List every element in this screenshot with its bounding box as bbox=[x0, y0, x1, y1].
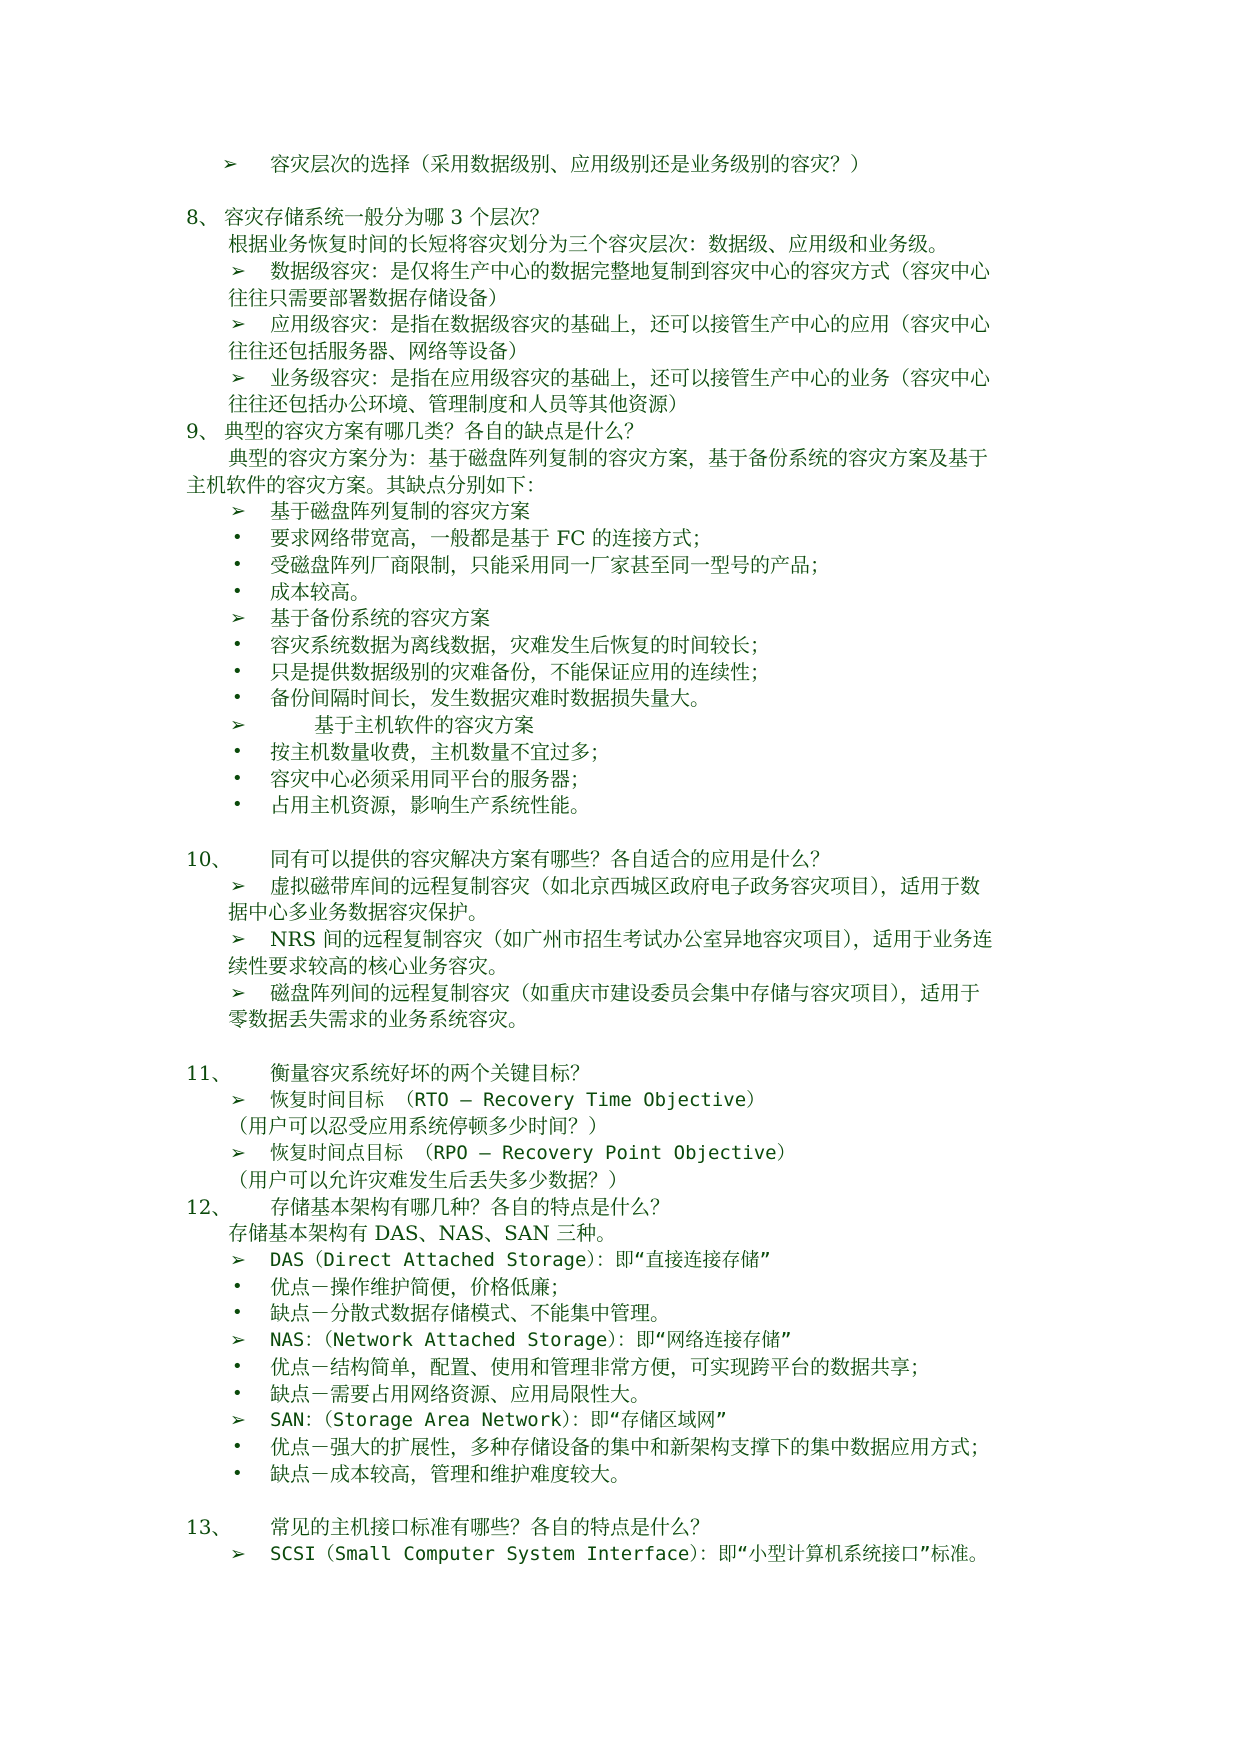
bullet-item: 受磁盘阵列厂商限制，只能采用同一厂家甚至同一型号的产品； bbox=[270, 553, 830, 577]
bullet-dot-icon: • bbox=[232, 527, 243, 548]
list-item-continuation: 往往只需要部署数据存储设备） bbox=[228, 286, 508, 310]
list-item-continuation: 零数据丢失需求的业务系统容灾。 bbox=[228, 1007, 528, 1031]
arrow-bullet-icon: ➢ bbox=[230, 1089, 246, 1111]
question-title: 同有可以提供的容灾解决方案有哪些？各自适合的应用是什么？ bbox=[270, 847, 830, 871]
bullet-dot-icon: • bbox=[232, 1383, 243, 1404]
arrow-bullet-icon: ➢ bbox=[230, 313, 246, 335]
list-item: SCSI（Small Computer System Interface）：即“小型计算机系统接口”标准。 bbox=[270, 1543, 988, 1565]
bullet-item: 优点－操作维护简便，价格低廉； bbox=[270, 1275, 570, 1299]
list-item: 恢复时间目标 （RTO – Recovery Time Objective） bbox=[270, 1089, 766, 1111]
list-item: 虚拟磁带库间的远程复制容灾（如北京西城区政府电子政务容灾项目），适用于数 bbox=[270, 874, 980, 898]
list-item-continuation: 续性要求较高的核心业务容灾。 bbox=[228, 954, 508, 978]
list-item-continuation: 往往还包括办公环境、管理制度和人员等其他资源） bbox=[228, 392, 688, 416]
bullet-item: 容灾中心必须采用同平台的服务器； bbox=[270, 767, 590, 791]
question-title: 存储基本架构有哪几种？各自的特点是什么？ bbox=[270, 1195, 670, 1219]
paragraph: 存储基本架构有 DAS、NAS、SAN 三种。 bbox=[228, 1221, 617, 1245]
arrow-bullet-icon: ➢ bbox=[230, 714, 246, 736]
arrow-bullet-icon: ➢ bbox=[230, 260, 246, 282]
bullet-dot-icon: • bbox=[232, 661, 243, 682]
bullet-item: 要求网络带宽高，一般都是基于 FC 的连接方式； bbox=[270, 526, 712, 550]
list-item: 恢复时间点目标 （RPO – Recovery Point Objective） bbox=[270, 1142, 796, 1164]
list-item-note: （用户可以忍受应用系统停顿多少时间？） bbox=[228, 1114, 608, 1138]
question-title: 容灾存储系统一般分为哪 3 个层次？ bbox=[224, 205, 550, 229]
bullet-item: 缺点－成本较高，管理和维护难度较大。 bbox=[270, 1462, 630, 1486]
group-heading: SAN：（Storage Area Network）：即“存储区域网” bbox=[270, 1409, 727, 1431]
list-item: 业务级容灾：是指在应用级容灾的基础上，还可以接管生产中心的业务（容灾中心 bbox=[270, 366, 990, 390]
bullet-item: 成本较高。 bbox=[270, 580, 370, 604]
list-item-continuation: 往往还包括服务器、网络等设备） bbox=[228, 339, 528, 363]
arrow-bullet-icon: ➢ bbox=[230, 1249, 246, 1271]
group-heading: 基于主机软件的容灾方案 bbox=[314, 713, 534, 737]
group-heading: 基于备份系统的容灾方案 bbox=[270, 606, 490, 630]
arrow-bullet-icon: ➢ bbox=[230, 1142, 246, 1164]
question-number: 13、 bbox=[186, 1515, 232, 1539]
bullet-item: 占用主机资源，影响生产系统性能。 bbox=[270, 793, 590, 817]
bullet-dot-icon: • bbox=[232, 1463, 243, 1484]
bullet-dot-icon: • bbox=[232, 634, 243, 655]
question-number: 8、 bbox=[186, 205, 219, 229]
question-title: 典型的容灾方案有哪几类？各自的缺点是什么？ bbox=[224, 419, 644, 443]
list-item: 数据级容灾：是仅将生产中心的数据完整地复制到容灾中心的容灾方式（容灾中心 bbox=[270, 259, 990, 283]
bullet-item: 容灾系统数据为离线数据，灾难发生后恢复的时间较长； bbox=[270, 633, 770, 657]
bullet-dot-icon: • bbox=[232, 581, 243, 602]
arrow-bullet-icon: ➢ bbox=[230, 367, 246, 389]
bullet-item: 备份间隔时间长，发生数据灾难时数据损失量大。 bbox=[270, 686, 710, 710]
bullet-item: 优点－强大的扩展性，多种存储设备的集中和新架构支撑下的集中数据应用方式； bbox=[270, 1435, 990, 1459]
question-number: 11、 bbox=[186, 1061, 232, 1085]
group-heading: NAS：（Network Attached Storage）：即“网络连接存储” bbox=[270, 1329, 792, 1351]
bullet-item: 缺点－分散式数据存储模式、不能集中管理。 bbox=[270, 1301, 670, 1325]
bullet-dot-icon: • bbox=[232, 1302, 243, 1323]
group-heading: DAS（Direct Attached Storage）：即“直接连接存储” bbox=[270, 1249, 771, 1271]
arrow-bullet-icon: ➢ bbox=[230, 982, 246, 1004]
question-number: 10、 bbox=[186, 847, 232, 871]
bullet-item: 优点－结构简单，配置、使用和管理非常方便，可实现跨平台的数据共享； bbox=[270, 1355, 930, 1379]
bullet-dot-icon: • bbox=[232, 768, 243, 789]
question-title: 衡量容灾系统好坏的两个关键目标？ bbox=[270, 1061, 590, 1085]
arrow-bullet-icon: ➢ bbox=[230, 500, 246, 522]
bullet-dot-icon: • bbox=[232, 1356, 243, 1377]
bullet-dot-icon: • bbox=[232, 1276, 243, 1297]
arrow-bullet-icon: ➢ bbox=[230, 1409, 246, 1431]
question-number: 12、 bbox=[186, 1195, 232, 1219]
bullet-dot-icon: • bbox=[232, 687, 243, 708]
bullet-dot-icon: • bbox=[232, 794, 243, 815]
bullet-item: 只是提供数据级别的灾难备份，不能保证应用的连续性； bbox=[270, 660, 770, 684]
list-item-continuation: 据中心多业务数据容灾保护。 bbox=[228, 900, 488, 924]
arrow-bullet-icon: ➢ bbox=[230, 875, 246, 897]
list-item-note: （用户可以允许灾难发生后丢失多少数据？） bbox=[228, 1168, 628, 1192]
bullet-dot-icon: • bbox=[232, 554, 243, 575]
list-item: 应用级容灾：是指在数据级容灾的基础上，还可以接管生产中心的应用（容灾中心 bbox=[270, 312, 990, 336]
list-item: NRS 间的远程复制容灾（如广州市招生考试办公室异地容灾项目），适用于业务连 bbox=[270, 927, 993, 951]
arrow-bullet-icon: ➢ bbox=[230, 607, 246, 629]
bullet-dot-icon: • bbox=[232, 1436, 243, 1457]
arrow-bullet-icon: ➢ bbox=[230, 1329, 246, 1351]
list-item: 容灾层次的选择（采用数据级别、应用级别还是业务级别的容灾？） bbox=[270, 152, 870, 176]
question-number: 9、 bbox=[186, 419, 219, 443]
group-heading: 基于磁盘阵列复制的容灾方案 bbox=[270, 499, 530, 523]
paragraph: 典型的容灾方案分为：基于磁盘阵列复制的容灾方案，基于备份系统的容灾方案及基于 bbox=[228, 446, 988, 470]
bullet-dot-icon: • bbox=[232, 741, 243, 762]
bullet-item: 按主机数量收费，主机数量不宜过多； bbox=[270, 740, 610, 764]
arrow-bullet-icon: ➢ bbox=[222, 153, 238, 175]
arrow-bullet-icon: ➢ bbox=[230, 928, 246, 950]
list-item: 磁盘阵列间的远程复制容灾（如重庆市建设委员会集中存储与容灾项目），适用于 bbox=[270, 981, 980, 1005]
paragraph: 根据业务恢复时间的长短将容灾划分为三个容灾层次：数据级、应用级和业务级。 bbox=[228, 232, 948, 256]
paragraph-continuation: 主机软件的容灾方案。其缺点分别如下： bbox=[186, 473, 546, 497]
question-title: 常见的主机接口标准有哪些？各自的特点是什么？ bbox=[270, 1515, 710, 1539]
bullet-item: 缺点－需要占用网络资源、应用局限性大。 bbox=[270, 1382, 650, 1406]
arrow-bullet-icon: ➢ bbox=[230, 1543, 246, 1565]
